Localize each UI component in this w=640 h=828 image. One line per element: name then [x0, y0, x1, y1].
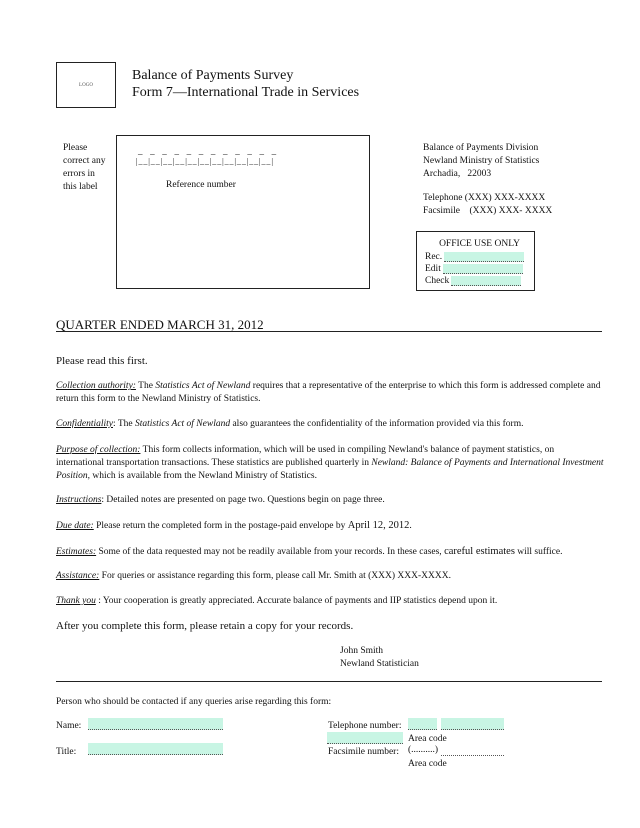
title-label: Title: [56, 747, 77, 757]
rec-label: Rec. [425, 252, 443, 262]
check-label: Check [425, 276, 450, 286]
rec-field[interactable] [444, 252, 524, 262]
edit-label: Edit [425, 264, 441, 274]
facsimile-area-code-caption: Area code [408, 759, 447, 769]
office-use-box [416, 231, 535, 291]
collection-authority-paragraph: Collection authority: The Statistics Act of Newland requires that a representative of the enterprise to which this form is addressed complete and return this form to the Newland Ministry of Statistics. [56, 381, 601, 404]
office-use-heading: OFFICE USE ONLY [439, 239, 520, 249]
telephone-area-code-input[interactable] [408, 718, 437, 730]
please-read-heading: Please read this first. [56, 355, 148, 367]
correction-note: Please correct any errors in this label [63, 143, 106, 192]
facsimile-number-label: Facsimile number: [328, 747, 399, 757]
telephone-number-input[interactable] [441, 718, 504, 730]
ministry-name: Newland Ministry of Statistics [423, 156, 540, 166]
quarter-heading: QUARTER ENDED MARCH 31, 2012 [56, 317, 264, 332]
purpose-paragraph: Purpose of collection: This form collects information, which will be used in compiling Newland's balance of payment statistics, on international transportation transactions. These statistics are published quarterly in Newland: Balance of Payments and International Investment Position, which is available from the Newland Ministry of Statistics. [56, 445, 604, 481]
estimates-paragraph: Estimates: Some of the data requested may not be readily available from your records. In these cases, careful estimates will suffice. [56, 546, 563, 557]
contact-prompt: Person who should be contacted if any queries arise regarding this form: [56, 697, 332, 707]
signatory-title: Newland Statistician [340, 659, 419, 669]
contact-title-input[interactable] [88, 743, 223, 755]
logo: LOGO [56, 62, 116, 108]
due-date-paragraph: Due date: Please return the completed form in the postage-paid envelope by April 12, 2012. [56, 520, 412, 531]
division-name: Balance of Payments Division [423, 143, 539, 153]
telephone-line: Telephone (XXX) XXX-XXXX [423, 193, 546, 203]
facsimile-line: Facsimile (XXX) XXX- XXXX [423, 206, 553, 216]
retain-copy-note: After you complete this form, please retain a copy for your records. [56, 620, 354, 632]
edit-field[interactable] [443, 264, 523, 274]
facsimile-highlight[interactable] [327, 732, 403, 744]
reference-number-boxes[interactable]: |__|__|__|__|__|__|__|__|__|__|__| [136, 157, 274, 166]
telephone-area-code-caption: Area code [408, 734, 447, 744]
thank-you-paragraph: Thank you : Your cooperation is greatly appreciated. Accurate balance of payments and IIP statistics depend upon it. [56, 596, 498, 606]
telephone-number-label: Telephone number: [328, 721, 402, 731]
city-postcode: Archadia, 22003 [423, 169, 492, 179]
contact-name-input[interactable] [88, 718, 223, 730]
form-title: Balance of Payments Survey [132, 68, 294, 83]
facsimile-number-input[interactable] [441, 746, 504, 756]
form-subtitle: Form 7—International Trade in Services [132, 85, 360, 100]
name-label: Name: [56, 721, 82, 731]
divider-top [56, 331, 602, 332]
confidentiality-paragraph: Confidentiality: The Statistics Act of Newland also guarantees the confidentiality of the information provided via this form. [56, 419, 524, 429]
reference-dashes: _ _ _ _ _ _ _ _ _ _ _ _ [138, 146, 279, 156]
divider-bottom [56, 681, 602, 682]
facsimile-area-code-paren[interactable]: (..........) [408, 745, 439, 755]
assistance-paragraph: Assistance: For queries or assistance regarding this form, please call Mr. Smith at (XXX) XXX-XXXX. [56, 571, 451, 581]
check-field[interactable] [451, 276, 521, 286]
reference-number-label: Reference number [166, 180, 236, 190]
signatory-name: John Smith [340, 646, 384, 656]
instructions-paragraph: Instructions: Detailed notes are presented on page two. Questions begin on page three. [56, 495, 385, 505]
